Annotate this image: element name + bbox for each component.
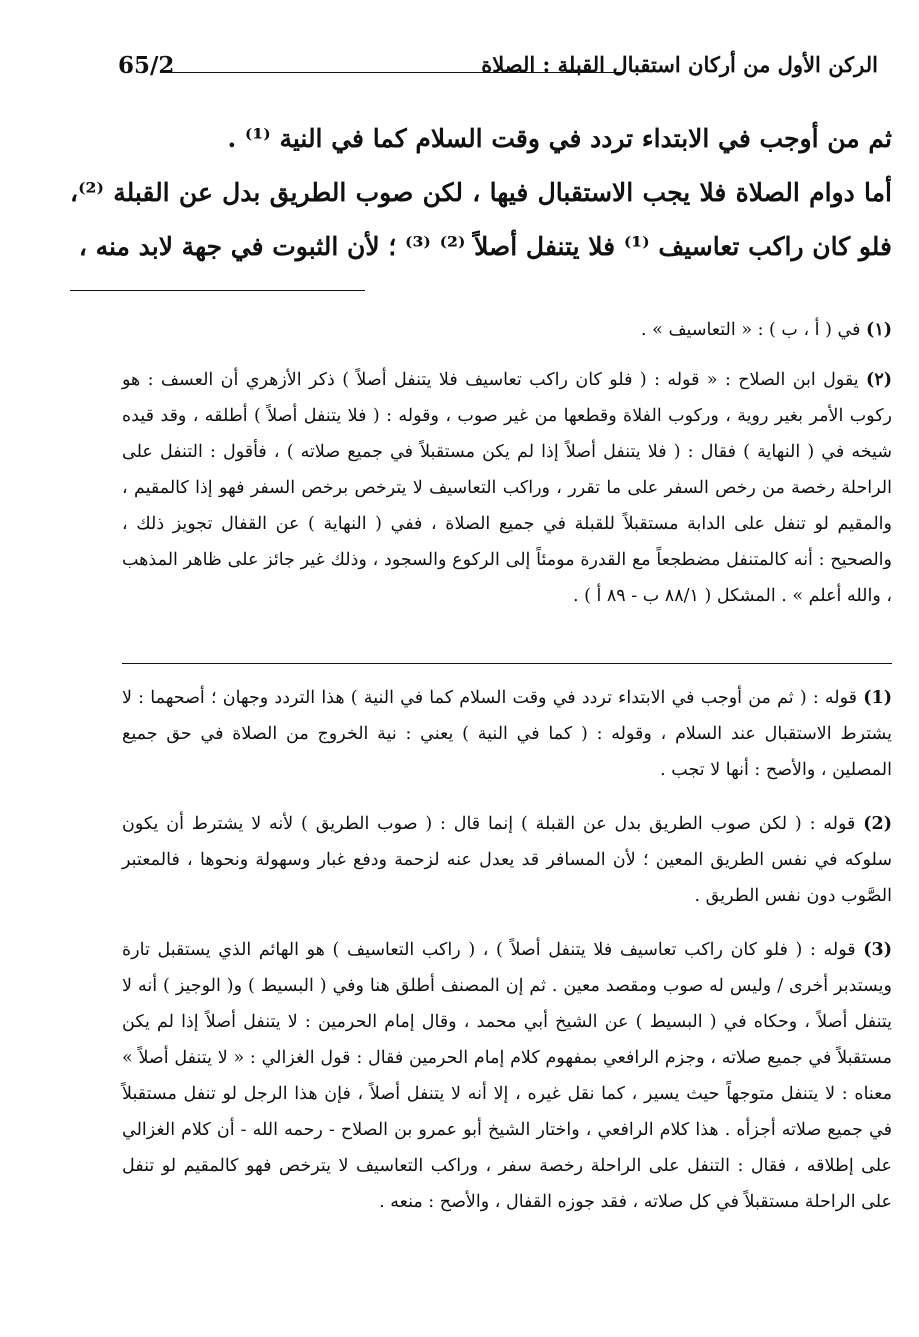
footnote-label: (١) <box>866 320 892 340</box>
editor-footnotes <box>122 312 892 628</box>
main-paragraph: أما دوام الصلاة فلا يجب الاستقبال فيها ، لكن صوب الطريق بدل عن القبلة ⁽²⁾، فلو كان راكب تعاسيف ⁽¹⁾ فلا يتنفل أصلاً ⁽²⁾ ⁽³⁾ ؛ لأن الثبوت في جهة لابد منه ، <box>70 178 892 261</box>
footnote-text: قوله : ( فلو كان راكب تعاسيف فلا يتنفل أصلاً ) ، ( راكب التعاسيف ) هو الهائم الذي يستقبل تارة ويستدبر أخرى / وليس له صوب ومقصد معين . ثم إن المصنف أطلق هنا وفي ( البسيط ) و( الوجيز ) أنه لا يتنفل أصلاً ، وحكاه في ( البسيط ) عن الشيخ أبي محمد ، وقال إمام الحرمين : لا يتنفل أصلاً إذا لم يكن مستقبلاً في جميع صلاته ، وجزم الرافعي بمفهوم كلام إمام الحرمين فقال : قول الغزالي : « لا يتنفل أصلاً » معناه : لا يتنفل متوجهاً حيث يسير ، كما نقل غيره ، إلا أنه لا يتنفل أصلاً ، فإن هذا الرجل لو تنفل مستقبلاً في جميع صلاته أجزأه . هذا كلام الرافعي ، واختار الشيخ أبو عمرو بن الصلاح - رحمه الله - أن كلام الغزالي على إطلاقه ، فقال : التنفل على الراحلة رخصة سفر ، وراكب التعاسيف لا يترخص فهو كالمقيم لو تنفل على الراحلة مستقبلاً في كل صلاته ، فقد جوزه القفال ، والأصح : منعه . <box>122 940 892 1212</box>
commentary-footnotes <box>122 680 892 1238</box>
main-paragraph: ثم من أوجب في الابتداء تردد في وقت السلام كما في النية ⁽¹⁾ . <box>227 124 892 153</box>
commentary-footnote <box>122 932 892 1220</box>
footnote-label: (2) <box>863 814 892 834</box>
commentary-footnote <box>122 680 892 788</box>
page-number: 65/2 <box>118 52 175 79</box>
running-title: الركن الأول من أركان استقبال القبلة : الصلاة <box>481 52 878 77</box>
footnote-label: (1) <box>863 688 892 708</box>
footnote-separator-rule <box>70 290 365 291</box>
editor-footnote <box>122 312 892 348</box>
footnote-text: قوله : ( لكن صوب الطريق بدل عن القبلة ) إنما قال : ( صوب الطريق ) لأنه لا يشترط أن يكون سلوكه في نفس الطريق المعين ؛ لأن المسافر قد يعدل عنه لزحمة ودفع غبار وسهولة ونحوها ، فالمعتبر الصَّوب دون نفس الطريق . <box>122 814 892 906</box>
main-text <box>70 112 892 274</box>
footnote-text: يقول ابن الصلاح : « قوله : ( فلو كان راكب تعاسيف فلا يتنفل أصلاً ) ذكر الأزهري أن العسف : هو ركوب الأمر بغير روية ، وركوب الفلاة وقطعها من غير صوب ، وقوله : ( فلا يتنفل أصلاً ) أطلقه ، وقد قيده شيخه في ( النهاية ) فقال : ( فلا يتنفل أصلاً إذا لم يكن مستقبلاً في جميع صلاته ) ، فأقول : التنفل على الراحلة رخصة من رخص السفر على ما تقرر ، وراكب التعاسيف لا يترخص برخص السفر فهو إذا كالمقيم ، والمقيم لو تنفل على الدابة مستقبلاً للقبلة في جميع الصلاة ، ففي ( النهاية ) عن القفال تجويز ذلك ، والصحيح : أنه كالمتنفل مضطجعاً مع القدرة مومئاً إلى الركوع والسجود ، وذلك غير جائز على ظاهر المذهب ، والله أعلم » . المشكل ( ٨٨/١ ب - ٨٩ أ ) . <box>122 370 892 606</box>
footnote-text: قوله : ( ثم من أوجب في الابتداء تردد في وقت السلام كما في النية ) هذا التردد وجهان ؛ أصحهما : لا يشترط الاستقبال عند السلام ، وقوله : ( كما في النية ) يعني : نية الخروج من الصلاة في حق جميع المصلين ، والأصح : أنها لا تجب . <box>122 688 892 780</box>
footnote-label: (3) <box>863 940 892 960</box>
commentary-footnote <box>122 806 892 914</box>
footnote-text: في ( أ ، ب ) : « التعاسيف » . <box>641 320 861 340</box>
footnote-label: (٢) <box>866 370 892 390</box>
commentary-separator-rule <box>122 663 892 664</box>
editor-footnote <box>122 362 892 614</box>
page-header <box>118 52 878 88</box>
